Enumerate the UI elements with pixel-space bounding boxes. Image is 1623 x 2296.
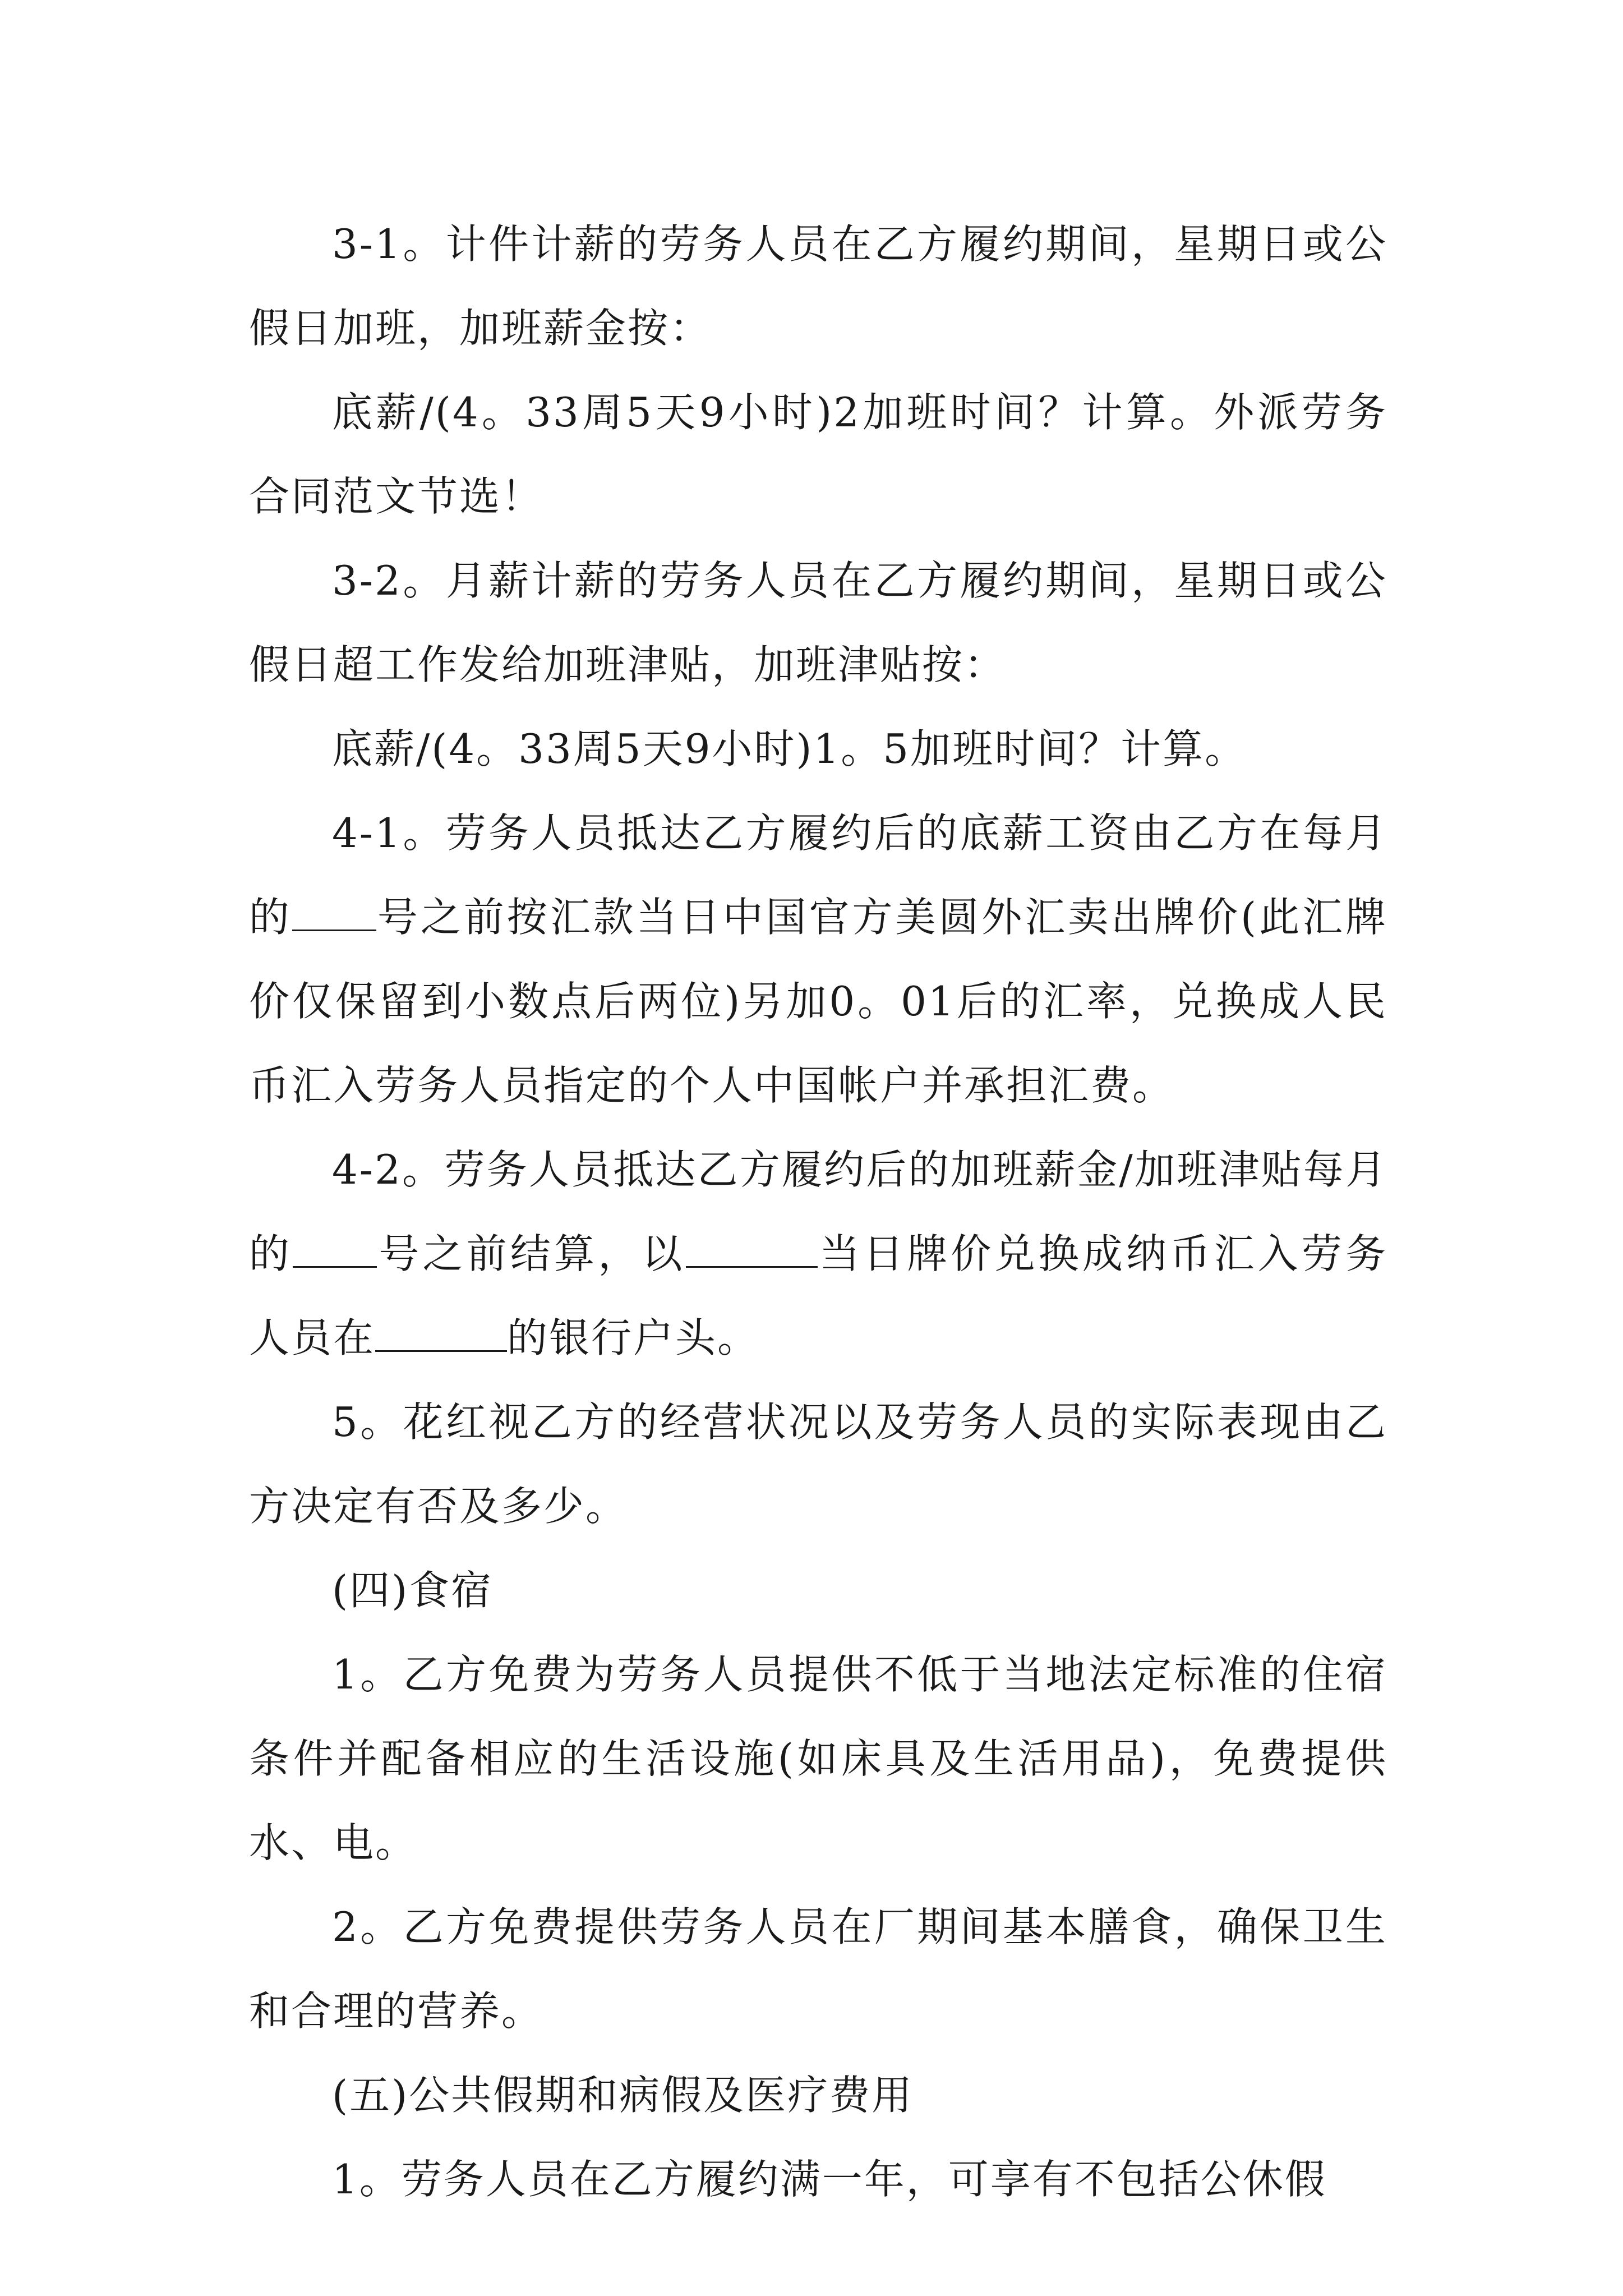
paragraph-text: 4-2。劳务人员抵达乙方履约后的加班薪金/加班津贴每月的 <box>249 1146 1387 1277</box>
paragraph-text: 5。花红视乙方的经营状况以及劳务人员的实际表现由乙方决定有否及多少。 <box>249 1398 1387 1530</box>
paragraph-text: 底薪/(4。33周5天9小时)2加班时间？计算。外派劳务合同范文节选！ <box>249 389 1387 520</box>
paragraph-text: 底薪/(4。33周5天9小时)1。5加班时间？计算。 <box>332 725 1247 772</box>
paragraph-text: 3-1。计件计薪的劳务人员在乙方履约期间，星期日或公假日加班，加班薪金按： <box>249 220 1387 352</box>
blank-field-day <box>293 1232 377 1268</box>
paragraph-text: 1。劳务人员在乙方履约满一年，可享有不包括公休假 <box>332 2156 1327 2203</box>
paragraph-text: 的银行户头。 <box>507 1314 760 1361</box>
blank-field-location <box>375 1317 507 1352</box>
blank-field-day <box>292 896 376 931</box>
paragraph-text: 1。乙方免费为劳务人员提供不低于当地法定标准的住宿条件并配备相应的生活设施(如床具及生活用品)，免费提供水、电。 <box>249 1651 1387 1866</box>
blank-field-currency <box>686 1232 818 1268</box>
section-heading-text: (五)公共假期和病假及医疗费用 <box>332 2072 914 2119</box>
paragraph-text: 当日牌价兑换成纳币汇入劳务人员在 <box>249 1230 1387 1361</box>
paragraph-text: 号之前按汇款当日中国官方美圆外汇卖出牌价(此汇牌价仅保留到小数点后两位)另加0。01后的汇率，兑换成人民币汇入劳务人员指定的个人中国帐户并承担汇费。 <box>249 894 1387 1109</box>
paragraph-holiday-1 <box>249 2137 1387 2221</box>
document-body <box>249 202 1387 2221</box>
paragraph-text: 号之前结算，以 <box>377 1230 686 1277</box>
paragraph-formula-2 <box>249 707 1387 791</box>
paragraph-4-1 <box>249 791 1387 1128</box>
section-heading-4 <box>249 1548 1387 1632</box>
paragraph-formula-1 <box>249 370 1387 539</box>
paragraph-text: 2。乙方免费提供劳务人员在厂期间基本膳食，确保卫生和合理的营养。 <box>249 1903 1387 2035</box>
paragraph-3-1 <box>249 202 1387 370</box>
paragraph-3-2 <box>249 539 1387 707</box>
paragraph-4-2 <box>249 1128 1387 1380</box>
section-heading-text: (四)食宿 <box>332 1567 494 1614</box>
paragraph-5 <box>249 1380 1387 1548</box>
paragraph-accommodation-2 <box>249 1885 1387 2053</box>
section-heading-5 <box>249 2053 1387 2137</box>
paragraph-accommodation-1 <box>249 1632 1387 1885</box>
paragraph-text: 3-2。月薪计薪的劳务人员在乙方履约期间，星期日或公假日超工作发给加班津贴，加班津贴按： <box>249 557 1387 688</box>
paragraph-text: 4-1。劳务人员抵达乙方履约后的底薪工资由乙方在每月的 <box>249 809 1387 941</box>
